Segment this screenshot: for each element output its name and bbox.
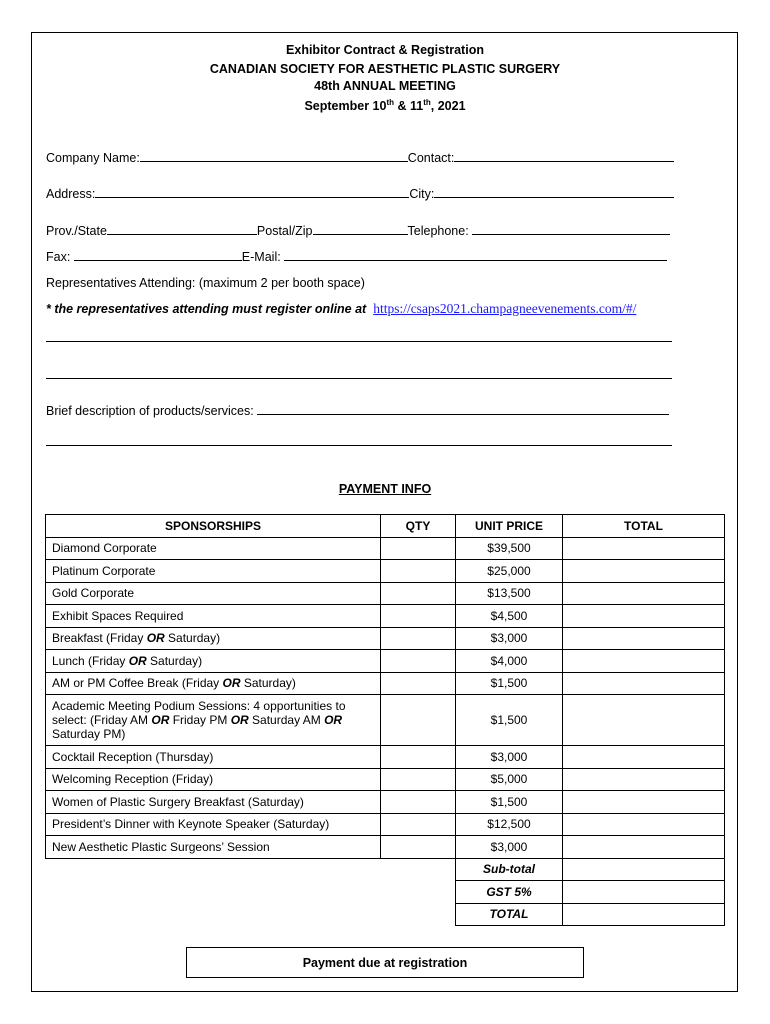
total-cell[interactable] — [563, 768, 725, 791]
column-header: SPONSORSHIPS — [46, 515, 381, 538]
city-label: City: — [409, 187, 435, 201]
total-cell[interactable] — [563, 672, 725, 695]
grand-total-cell[interactable] — [563, 903, 725, 926]
payment-table — [45, 514, 725, 926]
table-row — [46, 537, 725, 560]
representatives-label: Representatives Attending: (maximum 2 per booth space) — [46, 276, 365, 290]
sponsorship-label: AM or PM Coffee Break (Friday OR Saturday) — [46, 672, 381, 695]
qty-cell[interactable] — [381, 836, 456, 859]
table-row — [46, 672, 725, 695]
qty-cell[interactable] — [381, 813, 456, 836]
brief-label: Brief description of products/services: — [46, 404, 254, 418]
unit-price: $25,000 — [456, 560, 563, 583]
sponsorship-label: Exhibit Spaces Required — [46, 605, 381, 628]
table-row — [46, 836, 725, 859]
contact-field[interactable] — [454, 150, 674, 162]
unit-price: $4,500 — [456, 605, 563, 628]
city-field[interactable] — [434, 186, 674, 198]
form-title: Exhibitor Contract & Registration — [286, 43, 484, 57]
unit-price: $5,000 — [456, 768, 563, 791]
sponsorship-label: Women of Plastic Surgery Breakfast (Saturday) — [46, 791, 381, 814]
unit-price: $4,000 — [456, 650, 563, 673]
table-row — [46, 605, 725, 628]
qty-cell[interactable] — [381, 672, 456, 695]
prov-row — [46, 223, 670, 238]
table-row — [46, 560, 725, 583]
table-row — [46, 627, 725, 650]
company-row — [46, 150, 674, 165]
sponsorship-label: Gold Corporate — [46, 582, 381, 605]
gst-row — [46, 881, 725, 904]
organization-name: CANADIAN SOCIETY FOR AESTHETIC PLASTIC SURGERY — [209, 62, 561, 76]
registration-note: * the representatives attending must register online at — [46, 302, 367, 316]
sponsorship-label: Lunch (Friday OR Saturday) — [46, 650, 381, 673]
email-label: E-Mail: — [241, 250, 281, 264]
total-cell[interactable] — [563, 746, 725, 769]
unit-price: $13,500 — [456, 582, 563, 605]
meeting-date: September 10th & 11th, 2021 — [304, 98, 466, 114]
total-cell[interactable] — [563, 605, 725, 628]
total-cell[interactable] — [563, 560, 725, 583]
table-row — [46, 695, 725, 746]
total-label: TOTAL — [456, 903, 563, 926]
fax-label: Fax: — [46, 250, 71, 264]
prov-field[interactable] — [107, 223, 257, 235]
qty-cell[interactable] — [381, 560, 456, 583]
qty-cell[interactable] — [381, 695, 456, 746]
telephone-label: Telephone: — [407, 224, 469, 238]
representative-line-2[interactable] — [46, 378, 672, 379]
representative-line-1[interactable] — [46, 341, 672, 342]
sponsorship-label: Diamond Corporate — [46, 537, 381, 560]
table-header-row — [46, 515, 725, 538]
table-row — [46, 791, 725, 814]
address-label: Address: — [46, 187, 96, 201]
unit-price: $1,500 — [456, 672, 563, 695]
payment-title: PAYMENT INFO — [338, 482, 432, 496]
unit-price: $1,500 — [456, 695, 563, 746]
sponsorship-label: Platinum Corporate — [46, 560, 381, 583]
postal-label: Postal/Zip — [256, 224, 313, 238]
fax-row — [46, 249, 667, 264]
brief-field[interactable] — [257, 403, 669, 415]
brief-row — [46, 403, 669, 418]
subtotal-row — [46, 858, 725, 881]
total-cell[interactable] — [563, 836, 725, 859]
subtotal-label: Sub-total — [456, 858, 563, 881]
registration-note-row — [46, 301, 636, 317]
total-cell[interactable] — [563, 627, 725, 650]
qty-cell[interactable] — [381, 650, 456, 673]
column-header: UNIT PRICE — [456, 515, 563, 538]
qty-cell[interactable] — [381, 582, 456, 605]
unit-price: $3,000 — [456, 746, 563, 769]
unit-price: $12,500 — [456, 813, 563, 836]
gst-cell[interactable] — [563, 881, 725, 904]
subtotal-cell[interactable] — [563, 858, 725, 881]
total-cell[interactable] — [563, 582, 725, 605]
gst-label: GST 5% — [456, 881, 563, 904]
table-row — [46, 746, 725, 769]
column-header: TOTAL — [563, 515, 725, 538]
qty-cell[interactable] — [381, 768, 456, 791]
sponsorship-label: New Aesthetic Plastic Surgeons’ Session — [46, 836, 381, 859]
qty-cell[interactable] — [381, 627, 456, 650]
qty-cell[interactable] — [381, 605, 456, 628]
company-field[interactable] — [140, 150, 408, 162]
sponsorship-label: Breakfast (Friday OR Saturday) — [46, 627, 381, 650]
fax-field[interactable] — [74, 249, 242, 261]
unit-price: $39,500 — [456, 537, 563, 560]
total-cell[interactable] — [563, 650, 725, 673]
total-cell[interactable] — [563, 695, 725, 746]
payment-due-box: Payment due at registration — [186, 947, 584, 978]
table-row — [46, 813, 725, 836]
email-field[interactable] — [284, 249, 667, 261]
contact-label: Contact: — [407, 151, 455, 165]
unit-price: $1,500 — [456, 791, 563, 814]
unit-price: $3,000 — [456, 627, 563, 650]
sponsorship-label: President’s Dinner with Keynote Speaker (Saturday) — [46, 813, 381, 836]
total-cell[interactable] — [563, 537, 725, 560]
table-row — [46, 582, 725, 605]
table-row — [46, 650, 725, 673]
total-cell[interactable] — [563, 813, 725, 836]
address-field[interactable] — [95, 186, 409, 198]
prov-label: Prov./State — [46, 224, 107, 238]
total-cell[interactable] — [563, 791, 725, 814]
brief-line-2[interactable] — [46, 445, 672, 446]
qty-cell[interactable] — [381, 791, 456, 814]
registration-link[interactable]: https://csaps2021.champagneevenements.com/#/ — [373, 301, 637, 316]
company-label: Company Name: — [46, 151, 140, 165]
address-row — [46, 186, 674, 201]
sponsorship-label: Academic Meeting Podium Sessions: 4 opportunities to select: (Friday AM OR Friday PM OR Saturday AM OR Saturday PM) — [46, 695, 381, 746]
total-row — [46, 903, 725, 926]
unit-price: $3,000 — [456, 836, 563, 859]
qty-cell[interactable] — [381, 537, 456, 560]
column-header: QTY — [381, 515, 456, 538]
telephone-field[interactable] — [472, 223, 670, 235]
sponsorship-label: Welcoming Reception (Friday) — [46, 768, 381, 791]
qty-cell[interactable] — [381, 746, 456, 769]
sponsorship-label: Cocktail Reception (Thursday) — [46, 746, 381, 769]
table-row — [46, 768, 725, 791]
postal-field[interactable] — [313, 223, 408, 235]
meeting-name: 48th ANNUAL MEETING — [314, 79, 456, 93]
